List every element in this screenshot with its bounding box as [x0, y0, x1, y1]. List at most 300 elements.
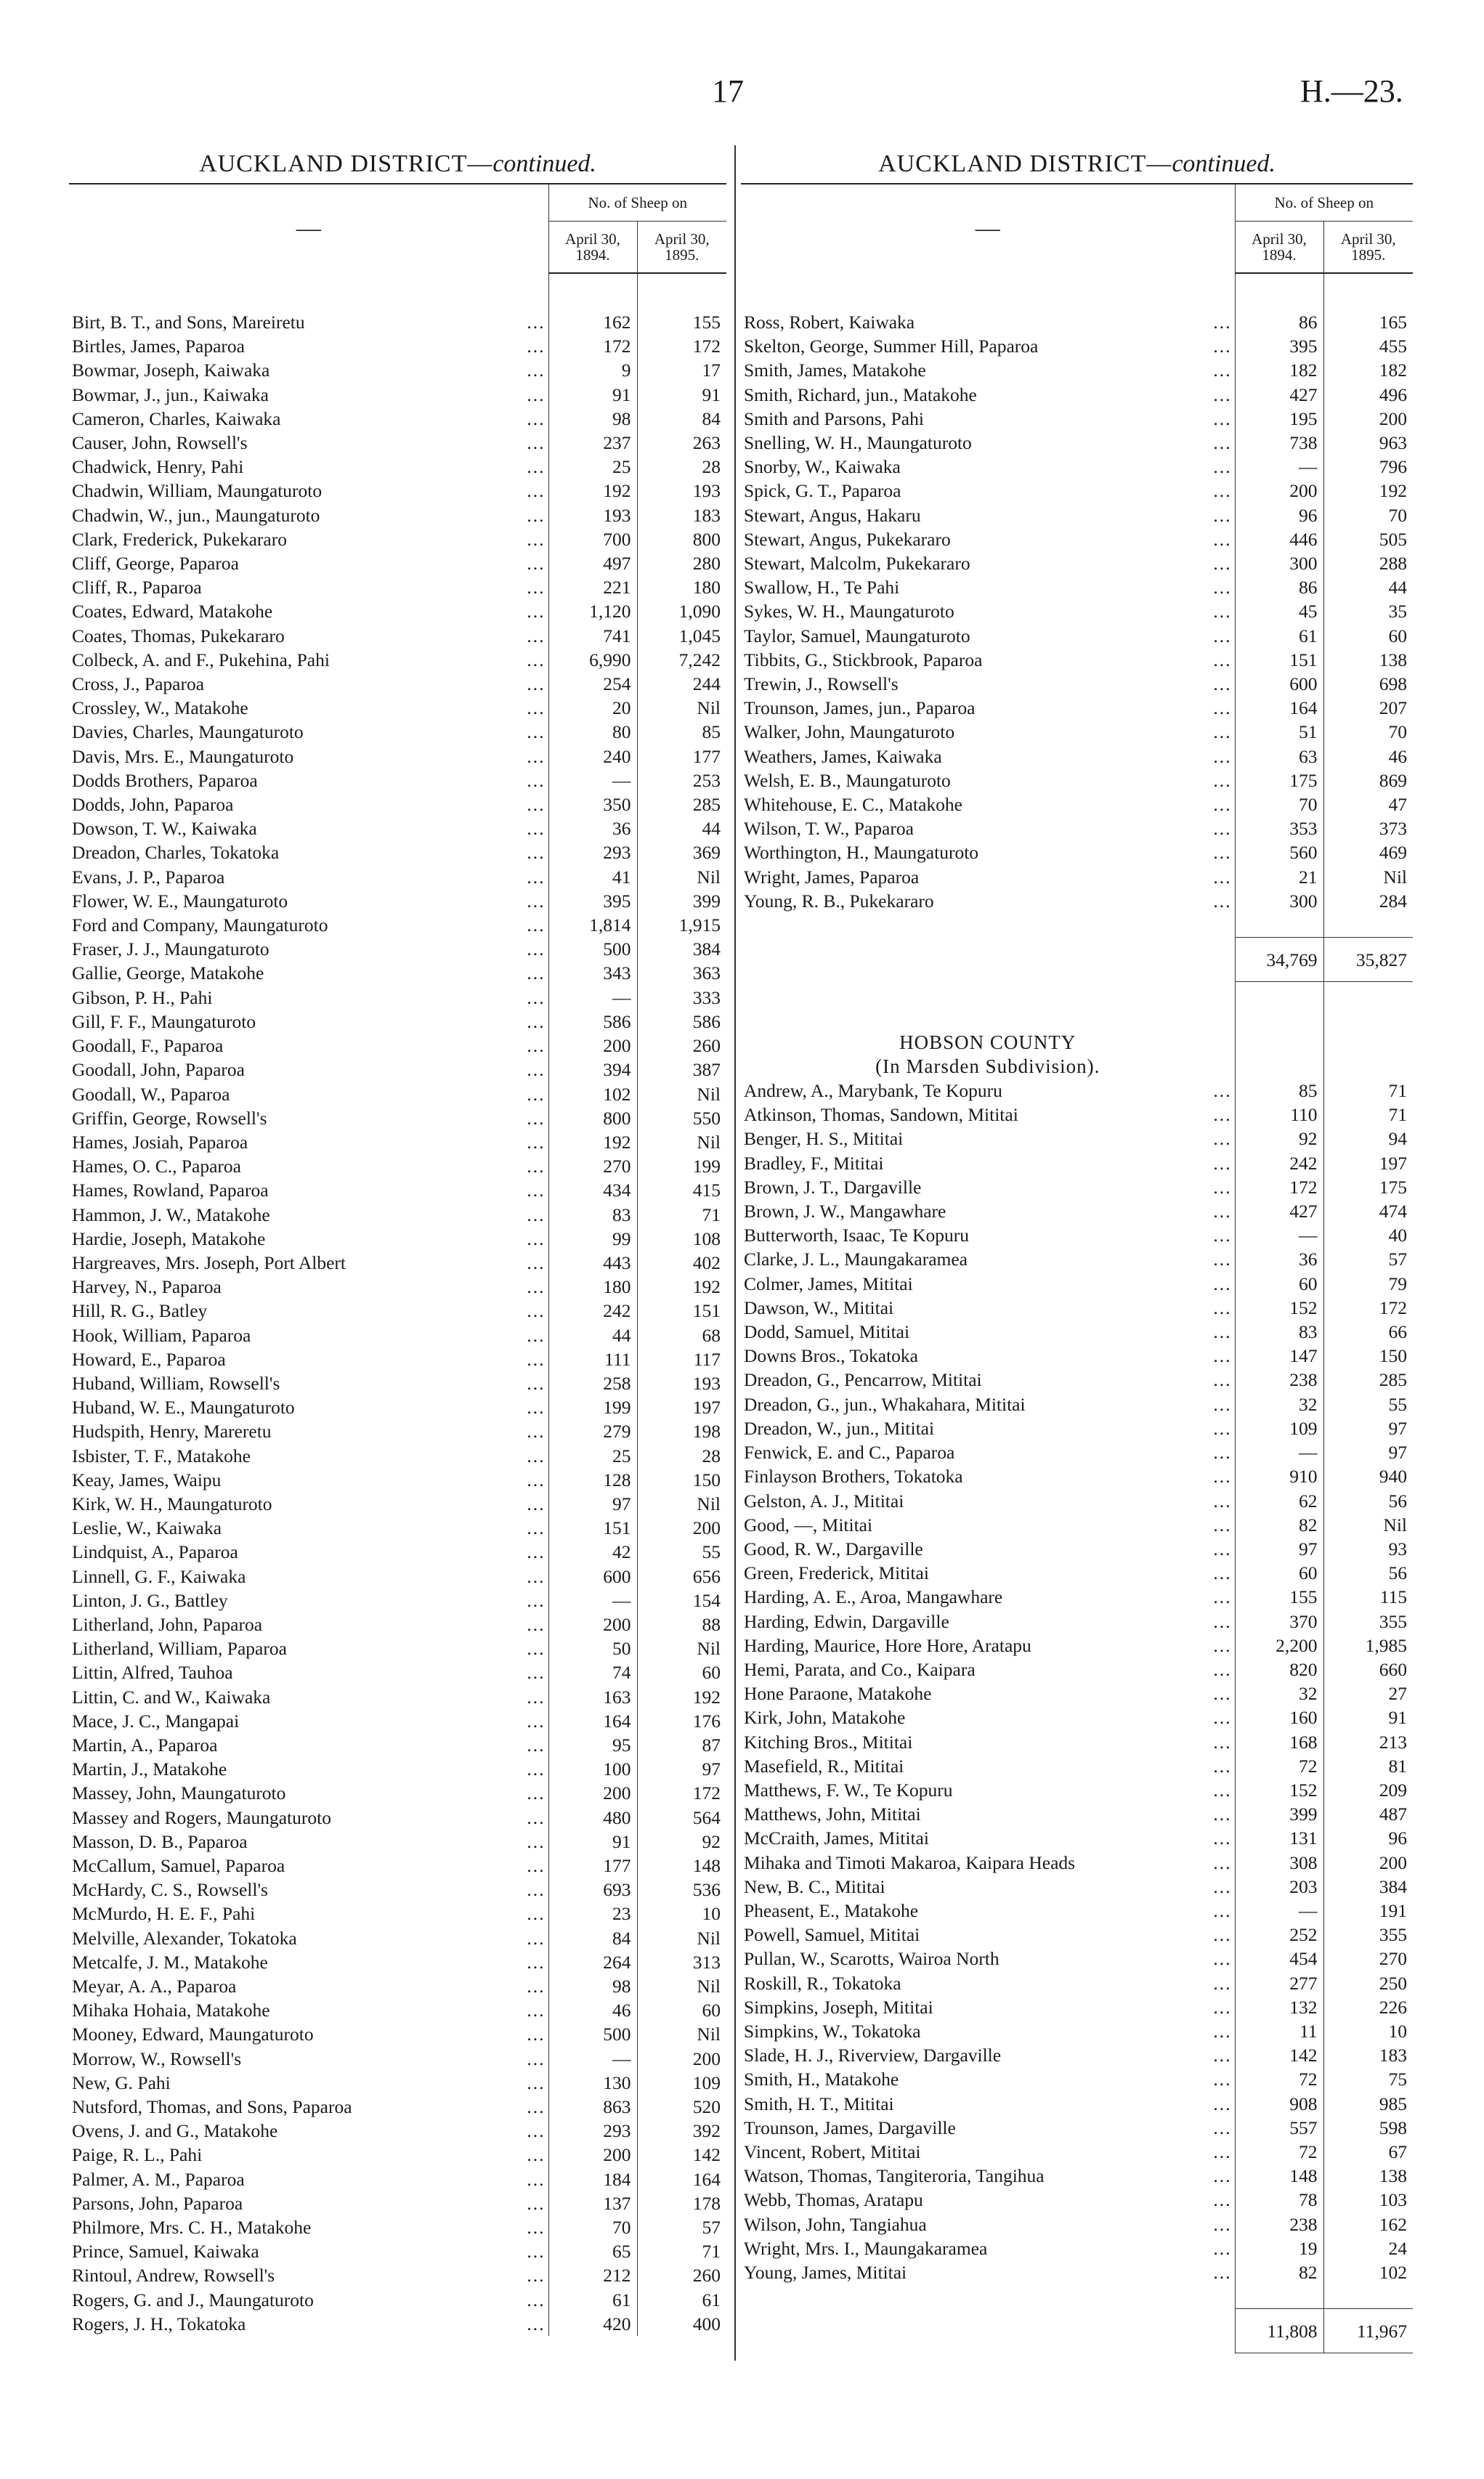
sheep-1895: 57 [1323, 1247, 1413, 1271]
owner-name-text: Rintoul, Andrew, Rowsell's [72, 2265, 275, 2287]
sheep-1895: 183 [637, 503, 726, 527]
owner-name-text: Leslie, W., Kaiwaka [72, 1517, 222, 1539]
table-row [741, 1416, 1413, 1440]
table-row [69, 1926, 726, 1950]
owner-name-text: Dreadon, Charles, Tokatoka [72, 842, 280, 864]
owner-name-text: Chadwin, William, Maungaturoto [72, 480, 323, 502]
table-row [69, 2191, 726, 2215]
title-main: AUCKLAND DISTRICT— [199, 150, 493, 177]
owner-name [741, 1344, 1235, 1368]
leader-dots: ... [1213, 673, 1232, 695]
leader-dots: ... [1213, 625, 1232, 646]
year-1895-header: April 30, 1895. [1323, 222, 1413, 274]
sheep-1894: 240 [548, 744, 637, 768]
sheep-1894: 427 [1235, 383, 1323, 407]
table-row [69, 1058, 726, 1082]
table-row [69, 1878, 726, 1902]
owner-name [69, 1058, 548, 1082]
sheep-1895: 598 [1323, 2116, 1413, 2140]
owner-name [69, 1082, 548, 1106]
leader-dots: ... [527, 360, 546, 381]
blank-row [741, 982, 1413, 1007]
sheep-1894: 44 [548, 1323, 637, 1347]
leader-dots: ... [527, 794, 546, 816]
table-row [741, 1103, 1413, 1127]
sheep-1895: 150 [637, 1468, 726, 1492]
owner-name [69, 1106, 548, 1130]
leader-dots: ... [527, 312, 546, 333]
owner-name [741, 575, 1235, 599]
owner-name [741, 1851, 1235, 1875]
owner-name [741, 1995, 1235, 2019]
owner-name-text: Welsh, E. B., Maungaturoto [744, 769, 951, 791]
table-row [741, 1851, 1413, 1875]
section-subtitle: (In Marsden Subdivision). [875, 1055, 1100, 1077]
owner-name-text: Harvey, N., Paparoa [72, 1276, 222, 1298]
table-row [69, 2288, 726, 2312]
leader-dots: ... [1213, 1514, 1232, 1535]
leader-dots: ... [527, 432, 546, 454]
table-row [741, 1681, 1413, 1705]
leader-dots: ... [527, 1324, 546, 1346]
sheep-1895: 17 [637, 358, 726, 382]
table-row [69, 2215, 726, 2239]
table-row [69, 1757, 726, 1781]
sheep-1895: 285 [1323, 1368, 1413, 1392]
sheep-1894: 600 [548, 1565, 637, 1589]
leader-dots: ... [527, 601, 546, 622]
owner-name-text: Good, R. W., Dargaville [744, 1538, 923, 1559]
owner-name [741, 2043, 1235, 2067]
sheep-table-right [741, 183, 1413, 2353]
leader-dots: ... [527, 1565, 546, 1587]
owner-name-text: Wright, Mrs. I., Maungakaramea [744, 2237, 988, 2259]
sheep-1895: 183 [1323, 2043, 1413, 2067]
sheep-1895: 656 [637, 1565, 726, 1589]
sheep-1895: 24 [1323, 2236, 1413, 2260]
leader-dots: ... [527, 2000, 546, 2021]
sheep-1894: 180 [548, 1275, 637, 1299]
leader-dots: ... [527, 2096, 546, 2118]
leader-dots: ... [1213, 1249, 1232, 1270]
owner-name-text: Hone Paraone, Matakohe [744, 1683, 932, 1705]
table-row [69, 937, 726, 961]
owner-name-text: Bowmar, J., jun., Kaiwaka [72, 384, 269, 405]
owner-name [741, 2140, 1235, 2164]
blank-cell [1235, 2284, 1323, 2309]
owner-name-text: Cliff, R., Paparoa [72, 577, 202, 599]
sheep-1895: 399 [637, 889, 726, 913]
blank-cell [1323, 982, 1413, 1007]
leader-dots: ... [527, 1228, 546, 1249]
owner-name-text: New, G. Pahi [72, 2072, 171, 2093]
leader-dots: ... [1213, 721, 1232, 743]
sheep-1895: 869 [1323, 768, 1413, 792]
sheep-1895: 207 [1323, 696, 1413, 720]
owner-name-text: Butterworth, Isaac, Te Kopuru [744, 1225, 970, 1246]
sheep-1894: 172 [1235, 1175, 1323, 1199]
leader-dots: ... [527, 2289, 546, 2310]
sheep-1895: 92 [637, 1830, 726, 1854]
sheep-1895: 56 [1323, 1561, 1413, 1585]
owner-name-text: Vincent, Robert, Mititai [744, 2141, 921, 2162]
sheep-1895: 586 [637, 1010, 726, 1034]
title-continued: continued. [1172, 150, 1276, 177]
table-row [69, 720, 726, 744]
owner-name-text: Whitehouse, E. C., Matakohe [744, 794, 962, 816]
owner-name [741, 1416, 1235, 1440]
sheep-1895: 200 [1323, 1851, 1413, 1875]
table-row [741, 1561, 1413, 1585]
sheep-1895: 985 [1323, 2092, 1413, 2116]
table-row [69, 527, 726, 551]
owner-name [69, 479, 548, 503]
sheep-1894: 60 [1235, 1561, 1323, 1585]
blank-cell [1323, 1055, 1413, 1079]
owner-name-text: Morrow, W., Rowsell's [72, 2048, 242, 2069]
blank-cell [1323, 1031, 1413, 1055]
sheep-1895: 564 [637, 1806, 726, 1830]
table-row [69, 1444, 726, 1468]
owner-name [69, 1757, 548, 1781]
table-row [741, 1705, 1413, 1729]
sheep-1895: 191 [1323, 1899, 1413, 1923]
sheep-1894: 83 [1235, 1320, 1323, 1344]
table-row [69, 1612, 726, 1636]
sheep-1895: Nil [1323, 865, 1413, 889]
owner-name-text: Gelston, A. J., Mititai [744, 1490, 904, 1512]
sheep-1895: 44 [1323, 575, 1413, 599]
table-row [741, 2260, 1413, 2284]
owner-name-text: Matthews, F. W., Te Kopuru [744, 1779, 953, 1801]
owner-name [741, 479, 1235, 503]
sheep-1895: 363 [637, 961, 726, 985]
total-row [741, 2309, 1413, 2353]
owner-name-text: Bradley, F., Mititai [744, 1152, 884, 1174]
sheep-1894: 395 [548, 889, 637, 913]
owner-name-text: Prince, Samuel, Kaiwaka [72, 2241, 259, 2263]
owner-name-text: Trounson, James, Dargaville [744, 2117, 956, 2138]
sheep-1894: 98 [548, 407, 637, 431]
owner-name [741, 1079, 1235, 1103]
table-row [741, 455, 1413, 479]
sheep-1895: 10 [637, 1902, 726, 1926]
blank-cell [1235, 982, 1323, 1007]
sheep-1895: 47 [1323, 792, 1413, 816]
sheep-1894: 99 [548, 1227, 637, 1251]
sheep-1895: Nil [637, 2022, 726, 2046]
blank-cell [741, 1006, 1235, 1030]
sheep-1894: 151 [548, 1516, 637, 1540]
owner-name [69, 648, 548, 672]
table-row [741, 1344, 1413, 1368]
owner-name-text: Kirk, W. H., Maungaturoto [72, 1493, 272, 1514]
table-row [741, 648, 1413, 672]
owner-name [741, 1730, 1235, 1754]
sheep-1895: 138 [1323, 648, 1413, 672]
owner-name-text: Dodds Brothers, Paparoa [72, 769, 258, 791]
table-row [741, 407, 1413, 431]
owner-name-text: Smith and Parsons, Pahi [744, 407, 924, 429]
owner-name-text: Ross, Robert, Kaiwaka [744, 312, 915, 333]
sheep-1895: 109 [637, 2071, 726, 2095]
table-row [741, 1489, 1413, 1513]
table-row [69, 1395, 726, 1419]
owner-name [741, 2212, 1235, 2236]
sheep-1895: 96 [1323, 1826, 1413, 1850]
sheep-1894: 164 [548, 1709, 637, 1733]
owner-name-text: Snorby, W., Kaiwaka [744, 456, 901, 478]
owner-name-text: Philmore, Mrs. C. H., Matakohe [72, 2217, 312, 2239]
sheep-1894: 95 [548, 1733, 637, 1757]
sheep-1894: 200 [548, 2143, 637, 2167]
table-row [741, 2019, 1413, 2043]
leader-dots: ... [527, 1710, 546, 1732]
name-header: — [741, 184, 1235, 273]
leader-dots: ... [1213, 1393, 1232, 1415]
sheep-1895: 176 [637, 1709, 726, 1733]
column-divider [734, 145, 736, 2361]
leader-dots: ... [527, 1010, 546, 1032]
sheep-1895: 180 [637, 575, 726, 599]
section-row [741, 1031, 1413, 1055]
leader-dots: ... [1213, 1562, 1232, 1584]
leader-dots: ... [1213, 480, 1232, 502]
sheep-1895: 285 [637, 792, 726, 816]
table-row [741, 816, 1413, 840]
owner-name [741, 334, 1235, 358]
sheep-1894: 300 [1235, 889, 1323, 913]
owner-name-text: Meyar, A. A., Paparoa [72, 1976, 237, 1997]
sheep-count-header: No. of Sheep on [548, 184, 726, 222]
leader-dots: ... [1213, 1369, 1232, 1391]
owner-name [741, 1947, 1235, 1971]
sheep-1894: 300 [1235, 551, 1323, 575]
sheep-1894: 1,120 [548, 599, 637, 623]
owner-name-text: Smith, H., Matakohe [744, 2069, 899, 2090]
leader-dots: ... [527, 1517, 546, 1539]
owner-name-text: Nutsford, Thomas, and Sons, Paparoa [72, 2096, 352, 2118]
table-row [741, 1802, 1413, 1826]
owner-name [741, 2164, 1235, 2188]
leader-dots: ... [1213, 1899, 1232, 1921]
sheep-1895: 263 [637, 431, 726, 455]
table-row [69, 961, 726, 985]
sheep-1894: 6,990 [548, 648, 637, 672]
table-row [69, 1636, 726, 1660]
sheep-1895: 402 [637, 1251, 726, 1275]
sheep-1895: Nil [637, 1082, 726, 1106]
sheep-1894: 142 [1235, 2043, 1323, 2067]
owner-name-text: Hook, William, Paparoa [72, 1324, 251, 1346]
table-row [741, 1875, 1413, 1899]
owner-name-text: Worthington, H., Maungaturoto [744, 842, 979, 864]
sheep-1895: 384 [1323, 1875, 1413, 1899]
sheep-1895: 520 [637, 2095, 726, 2119]
owner-name [69, 2119, 548, 2143]
sheep-1894: 32 [1235, 1392, 1323, 1416]
leader-dots: ... [527, 2144, 546, 2166]
owner-name [741, 2019, 1235, 2043]
table-row [69, 1347, 726, 1371]
sheep-1894: 258 [548, 1371, 637, 1395]
table-row [741, 2212, 1413, 2236]
table-row [741, 1971, 1413, 1995]
total-1894: 11,808 [1235, 2309, 1323, 2353]
owner-name-text: Simpkins, W., Tokatoka [744, 2020, 921, 2042]
owner-name [741, 1610, 1235, 1634]
sheep-1894: 9 [548, 358, 637, 382]
leader-dots: ... [1213, 2141, 1232, 2162]
owner-name [69, 1733, 548, 1757]
sheep-1895: 260 [637, 2263, 726, 2287]
leader-dots: ... [1213, 2237, 1232, 2259]
table-row [741, 2140, 1413, 2164]
owner-name-text: Harding, Maurice, Hore Hore, Aratapu [744, 1634, 1031, 1656]
leader-dots: ... [1213, 2213, 1232, 2235]
sheep-1894: 353 [1235, 816, 1323, 840]
table-row [741, 2043, 1413, 2067]
owner-name [69, 2071, 548, 2095]
owner-name-text: Spick, G. T., Paparoa [744, 480, 901, 502]
table-row [69, 1082, 726, 1106]
leader-dots: ... [1213, 1996, 1232, 2018]
leader-dots: ... [1213, 2045, 1232, 2066]
owner-name-text: Good, —, Mititai [744, 1514, 873, 1535]
owner-name [741, 865, 1235, 889]
table-row [741, 1151, 1413, 1175]
owner-name-text: Palmer, A. M., Paparoa [72, 2168, 245, 2190]
sheep-1894: 164 [1235, 696, 1323, 720]
leader-dots: ... [1213, 456, 1232, 478]
leader-dots: ... [527, 1204, 546, 1225]
total-1895: 11,967 [1323, 2309, 1413, 2353]
sheep-1895: 165 [1323, 310, 1413, 334]
owner-name [69, 1395, 548, 1419]
owner-name [741, 1705, 1235, 1729]
table-row [69, 334, 726, 358]
sheep-1894: 175 [1235, 768, 1323, 792]
sheep-1894: 221 [548, 575, 637, 599]
table-row [69, 1106, 726, 1130]
owner-name-text: Parsons, John, Paparoa [72, 2192, 243, 2214]
owner-name [741, 1754, 1235, 1778]
sheep-1895: 796 [1323, 455, 1413, 479]
table-row [69, 986, 726, 1010]
sheep-1895: 172 [637, 334, 726, 358]
sheep-1894: 72 [1235, 2067, 1323, 2091]
owner-name [741, 768, 1235, 792]
sheep-1895: 10 [1323, 2019, 1413, 2043]
sheep-1895: 193 [637, 1371, 726, 1395]
leader-dots: ... [527, 1156, 546, 1177]
sheep-1894: 32 [1235, 1681, 1323, 1705]
table-row [69, 792, 726, 816]
owner-name-text: Davies, Charles, Maungaturoto [72, 721, 304, 743]
leader-dots: ... [527, 2313, 546, 2334]
sheep-1894: 500 [548, 2022, 637, 2046]
section-row [741, 1055, 1413, 1079]
sheep-1894: 160 [1235, 1705, 1323, 1729]
sheep-1895: 400 [637, 2312, 726, 2336]
owner-name-text: Cross, J., Paparoa [72, 673, 205, 695]
table-row [741, 2164, 1413, 2188]
table-row [69, 1323, 726, 1347]
sheep-1894: 910 [1235, 1464, 1323, 1488]
sheep-1894: 203 [1235, 1875, 1323, 1899]
sheep-1895: Nil [637, 1130, 726, 1154]
owner-name [69, 2312, 548, 2336]
owner-name [741, 2236, 1235, 2260]
owner-name [741, 1151, 1235, 1175]
owner-name-text: Hill, R. G., Batley [72, 1300, 208, 1322]
leader-dots: ... [1213, 1827, 1232, 1849]
owner-name-text: Martin, A., Paparoa [72, 1734, 218, 1756]
leader-dots: ... [1213, 1466, 1232, 1488]
sheep-1895: 40 [1323, 1223, 1413, 1247]
owner-name [741, 1585, 1235, 1609]
sheep-1895: 244 [637, 672, 726, 696]
sheep-1894: 72 [1235, 2140, 1323, 2164]
sheep-1894: — [548, 2047, 637, 2071]
owner-name [69, 889, 548, 913]
sheep-1894: 60 [1235, 1272, 1323, 1296]
owner-name [69, 1203, 548, 1227]
leader-dots: ... [527, 1083, 546, 1105]
owner-name-text: Coates, Thomas, Pukekararo [72, 625, 285, 646]
owner-name [741, 1513, 1235, 1537]
sheep-1895: 87 [637, 1733, 726, 1757]
owner-name-text: Ford and Company, Maungaturoto [72, 914, 328, 936]
owner-name-text: Taylor, Samuel, Maungaturoto [744, 625, 970, 646]
table-row [69, 744, 726, 768]
sheep-1894: 62 [1235, 1489, 1323, 1513]
leader-dots: ... [527, 890, 546, 912]
sheep-1895: 79 [1323, 1272, 1413, 1296]
owner-name [69, 2239, 548, 2263]
owner-name [69, 407, 548, 431]
owner-name [741, 1681, 1235, 1705]
owner-name-text: Mihaka Hohaia, Matakohe [72, 2000, 270, 2021]
title-main: AUCKLAND DISTRICT— [878, 150, 1172, 177]
sheep-1894: 2,200 [1235, 1634, 1323, 1658]
table-row [741, 575, 1413, 599]
leader-dots: ... [1213, 1297, 1232, 1318]
leader-dots: ... [1213, 2117, 1232, 2138]
table-row [69, 1709, 726, 1733]
owner-name-text: Green, Frederick, Mititai [744, 1562, 929, 1584]
table-row [741, 1464, 1413, 1488]
leader-dots: ... [527, 1976, 546, 1997]
owner-name [69, 1371, 548, 1395]
sheep-1894: 42 [548, 1540, 637, 1564]
sheep-1895: 333 [637, 986, 726, 1010]
owner-name [69, 1589, 548, 1612]
sheep-1894: 177 [548, 1854, 637, 1878]
owner-name-text: Cliff, George, Paparoa [72, 553, 239, 575]
sheep-1895: 60 [1323, 624, 1413, 648]
owner-name [69, 913, 548, 937]
leader-dots: ... [527, 866, 546, 888]
table-row [69, 648, 726, 672]
table-row [741, 624, 1413, 648]
table-row [69, 1998, 726, 2022]
leader-dots: ... [1213, 528, 1232, 550]
leader-dots: ... [527, 2168, 546, 2190]
sheep-1894: 50 [548, 1636, 637, 1660]
sheep-1895: 28 [637, 455, 726, 479]
sheep-1894: 63 [1235, 744, 1323, 768]
